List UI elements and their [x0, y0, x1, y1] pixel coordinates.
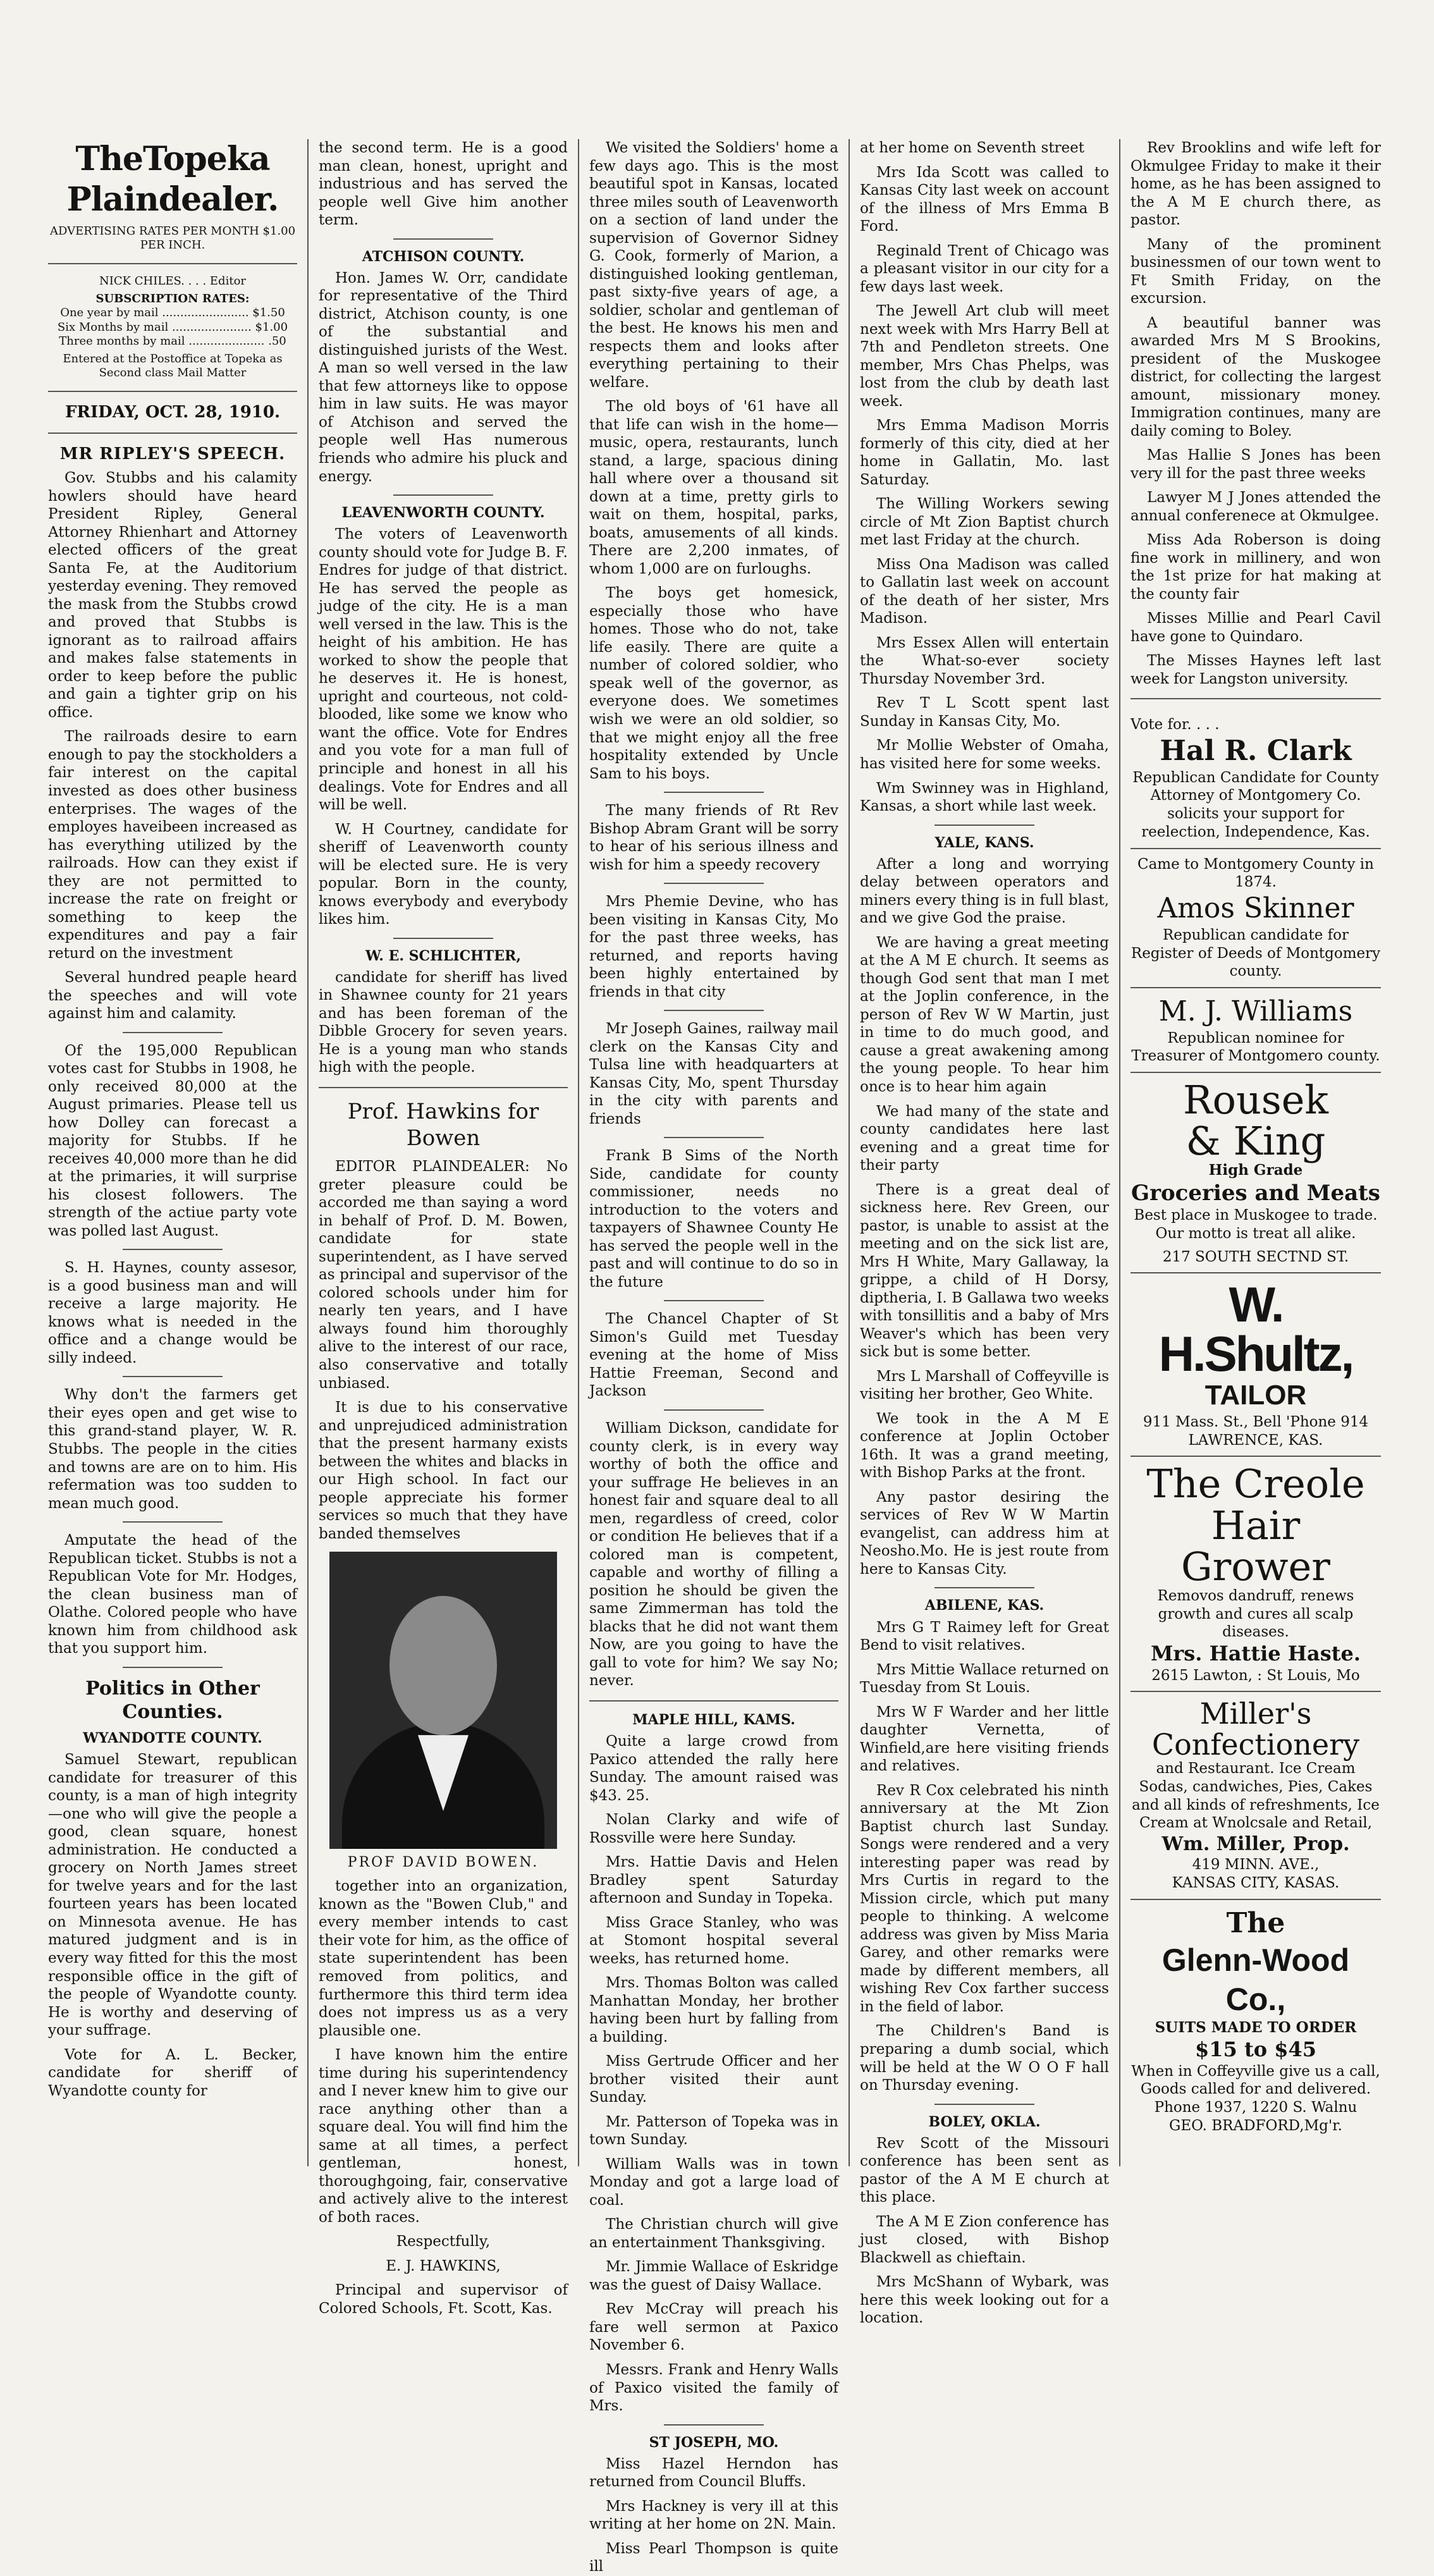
article-paragraph: Mrs Mittie Wallace returned on Tuesday from St Louis.	[860, 1661, 1109, 1696]
article-paragraph: There is a great deal of sickness here. Rev Green, our pastor, is unable to assist at the meeting and on the sick list are, Mrs H White, Mary Gallaway, la grippe, a child of H Dorsy, diptheria, I. B Gallawa two weeks with tonsillitis and a baby of Mrs Weaver's which has been very sick but is some better.	[860, 1181, 1109, 1361]
article-paragraph: Samuel Stewart, republican candidate for treasurer of this county, is a man of high integrity—one who will give the people a good, clean square, honest administration. He conducted a grocery on North James street for twelve years and for the last fourteen years has been located on Minnesota avenue. He has matured judgment and is in every way fitted for this the most responsible office in the gift of the people of Wyandotte county. He is worthy and deserving of your suffrage.	[48, 1751, 297, 2039]
article-paragraph: Nolan Clarky and wife of Rossville were here Sunday.	[589, 1812, 838, 1846]
article-paragraph: After a long and worrying delay between operators and miners every thing is in full blast, and we give God the praise.	[860, 856, 1109, 927]
article-paragraph: Lawyer M J Jones attended the annual conferenece at Okmulgee.	[1131, 489, 1381, 524]
article-paragraph: at her home on Seventh street	[860, 140, 1085, 156]
editor-line: NICK CHILES. . . . Editor	[99, 274, 247, 288]
ad-name: Miller's	[1199, 1696, 1312, 1731]
article-paragraph: The boys get homesick, especially those who have homes. Those who do not, take life easily. There are quite a number of colored soldier, who speak well of the governor, as everyone does. We sometimes wish we were an old soldier, so that we might enjoy all the free hospitality extended by Uncle Sam to his boys.	[589, 585, 838, 782]
divider	[664, 1010, 764, 1011]
divider	[48, 263, 297, 264]
subhead-wyandotte: WYANDOTTE COUNTY.	[83, 1730, 262, 1747]
article-paragraph: Mr. Jimmie Wallace of Eskridge was the guest of Daisy Wallace.	[589, 2259, 838, 2293]
rate-line: One year by mail ........................ $1.50	[60, 306, 285, 320]
ad-rousek-king	[1131, 1073, 1381, 1273]
divider	[123, 1376, 223, 1377]
ad-miller	[1131, 1692, 1381, 1899]
article-paragraph: W. H Courtney, candidate for sheriff of Leavenworth county will be elected sure. He is very popular. Born in the county, knows everybody and everybody likes him.	[319, 821, 568, 928]
article-paragraph: The old boys of '61 have all that life can wish in the home—music, opera, restaurants, lunch stand, a large, spacious dining hall where over a thousand sit down at a time, pretty girls to wait on them, hospital, parks, boats, amusements of all kinds. There are 2,200 inmates, of whom 1,000 are on furloughs.	[589, 398, 838, 577]
ad-name: Amos Skinner	[1157, 892, 1354, 925]
divider	[393, 494, 493, 496]
article-paragraph: Many of the prominent businessmen of our town went to Ft Smith Friday, on the excursion.	[1131, 236, 1381, 307]
article-paragraph: The many friends of Rt Rev Bishop Abram Grant will be sorry to hear of his serious illness and wish for him a speedy recovery	[589, 802, 838, 873]
column-1	[38, 139, 309, 2166]
article-paragraph: Mrs. Hattie Davis and Helen Bradley spent Saturday afternoon and Sunday in Topeka.	[589, 1854, 838, 1907]
divider	[664, 792, 764, 793]
article-paragraph: Reginald Trent of Chicago was a pleasant visitor in our city for a few days last week.	[860, 242, 1109, 295]
article-paragraph: It is due to his conservative and unprejudiced administration that the present harmany exists between the whites and blacks in our High school. In fact our people appreciate his former services so much that they have banded themselves	[319, 1399, 568, 1542]
rate-line: Three months by mail ..................... .50	[59, 334, 286, 348]
ad-text: $15 to $45	[1195, 2037, 1316, 2061]
portrait-photo	[329, 1552, 557, 1849]
ad-glenn-wood	[1131, 1900, 1381, 2142]
article-paragraph: Mrs Emma Madison Morris formerly of this city, died at her home in Gallatin, Mo. last Saturday.	[860, 417, 1109, 488]
article-paragraph: Misses Millie and Pearl Cavil have gone to Quindaro.	[1131, 610, 1381, 645]
ad-address: LAWRENCE, KAS.	[1188, 1432, 1323, 1449]
article-paragraph: Mr Joseph Gaines, railway mail clerk on the Kansas City and Tulsa line with headquarters at Kansas City, Mo, spent Thursday in the city with parents and friends	[589, 1021, 838, 1127]
ad-text: Wm. Miller, Prop.	[1161, 1833, 1350, 1856]
ad-williams	[1131, 988, 1381, 1073]
ad-text: Republican Candidate for County Attorney of Montgomery Co. solicits your support for reelection, Independence, Kas.	[1132, 769, 1379, 840]
ad-address: 911 Mass. St., Bell 'Phone 914	[1143, 1413, 1369, 1430]
subhead-atchison: ATCHISON COUNTY.	[362, 248, 525, 265]
column-2	[309, 139, 579, 2317]
ad-address: 217 SOUTH SECTND ST.	[1162, 1248, 1349, 1265]
article-paragraph: I have known him the entire time during his superintendency and I never knew him to give our race anything other than a square deal. You will find him the same at all times, a perfect gentleman, honest, thoroughgoing, fair, conservative and actively alive to the interest of both races.	[319, 2047, 568, 2226]
article-paragraph: Amputate the head of the Republican ticket. Stubbs is not a Republican Vote for Mr. Hodges, the clean business man of Olathe. Colored people who have known him from childhood ask that you support him.	[48, 1532, 297, 1657]
column-4	[850, 139, 1120, 2327]
article-paragraph: Miss Gertrude Officer and her brother visited their aunt Sunday.	[589, 2053, 838, 2106]
ad-address: Phone 1937, 1220 S. Walnu	[1154, 2099, 1357, 2116]
article-paragraph: Miss Pearl Thompson is quite ill	[589, 2540, 838, 2575]
article-paragraph: William Walls was in town Monday and got a large load of coal.	[589, 2156, 838, 2209]
rate-line: Six Months by mail ...................... $1.00	[57, 320, 288, 334]
article-paragraph: The Christian church will give an entertainment Thanksgiving.	[589, 2216, 838, 2251]
ad-name: Rousek	[1182, 1077, 1329, 1124]
ad-hal-clark	[1131, 709, 1381, 849]
headline-ripley: MR RIPLEY'S SPEECH.	[59, 444, 286, 463]
signature: Respectfully,	[396, 2233, 491, 2250]
ad-address: KANSAS CITY, KASAS.	[1172, 1874, 1340, 1891]
article-paragraph: Vote for A. L. Becker, candidate for sheriff of Wyandotte county for	[48, 2046, 297, 2099]
divider	[664, 1137, 764, 1138]
ad-name: The Creole	[1146, 1461, 1365, 1507]
subhead-maple-hill: MAPLE HILL, KAMS.	[632, 1711, 795, 1728]
column-5	[1120, 139, 1391, 2166]
article-paragraph: We had many of the state and county candidates here last evening and a great time for their party	[860, 1103, 1109, 1174]
ad-amos-skinner	[1131, 849, 1381, 988]
ad-creole	[1131, 1457, 1381, 1692]
article-paragraph: Mr. Patterson of Topeka was in town Sunday.	[589, 2113, 838, 2149]
article-paragraph: Mrs G T Raimey left for Great Bend to visit relatives.	[860, 1619, 1109, 1654]
article-paragraph: Several hundred peaple heard the speeches and will vote against him and calamity.	[48, 969, 297, 1022]
ad-text: When in Coffeyville give us a call, Goods called for and delivered.	[1131, 2063, 1380, 2098]
divider	[48, 432, 297, 434]
article-paragraph: The Chancel Chapter of St Simon's Guild met Tuesday evening at the home of Miss Hattie Freeman, Second and Jackson	[589, 1311, 838, 1400]
ad-text: Groceries and Meats	[1131, 1181, 1380, 1206]
article-paragraph: Wm Swinney was in Highland, Kansas, a short while last week.	[860, 780, 1109, 815]
issue-date: FRIDAY, OCT. 28, 1910.	[64, 402, 281, 422]
signature: Principal and supervisor of Colored Schools, Ft. Scott, Kas.	[319, 2282, 568, 2317]
subhead-leavenworth: LEAVENWORTH COUNTY.	[341, 505, 545, 522]
divider	[393, 238, 493, 240]
ad-name: & King	[1186, 1118, 1326, 1165]
article-paragraph: Miss Ona Madison was called to Gallatin last week on account of the death of her sister, Mrs Madison.	[860, 556, 1109, 627]
ad-name: Confectionery	[1151, 1727, 1360, 1762]
article-paragraph: Mrs Hackney is very ill at this writing at her home on 2N. Main.	[589, 2498, 838, 2533]
divider	[123, 1032, 223, 1033]
article-paragraph: Frank B Sims of the North Side, candidate for county commissioner, needs no introduction to the voters and taxpayers of Shawnee County He has served the people well in the past and will continue to do so in the future	[589, 1148, 838, 1291]
subscription-head: SUBSCRIPTION RATES:	[95, 291, 250, 305]
subhead-abilene: ABILENE, KAS.	[924, 1597, 1045, 1614]
article-paragraph: the second term. He is a good man clean, honest, upright and industrious and has served the people well Give him another term.	[319, 140, 568, 229]
article-paragraph: Mrs W F Warder and her little daughter Vernetta, of Winfield,are here visiting friends and relatives.	[860, 1703, 1109, 1775]
article-paragraph: Gov. Stubbs and his calamity howlers should have heard President Ripley, General Attorney Rhienhart and Attorney elected officers of the great Santa Fe, at the Auditorium yesterday evening. They removed the mask from the Stubbs crowd and proved that Stubbs is ignorant as to railroad affairs and makes false statements in order to keep before the public and gain a tighter grip on his office.	[48, 470, 297, 721]
ad-text: Vote for. . . .	[1131, 716, 1220, 733]
article-paragraph: Mrs L Marshall of Coffeyville is visiting her brother, Geo White.	[860, 1368, 1109, 1403]
portrait-caption: PROF DAVID BOWEN.	[347, 1855, 539, 1871]
article-paragraph: A beautiful banner was awarded Mrs M S Brookins, president of the Muskogee district, for collecting the largest amount, missionary money. Immigration continues, many are daily coming to Boley.	[1131, 314, 1381, 439]
article-paragraph: Miss Ada Roberson is doing fine work in millinery, and won the 1st prize for hat making at the county fair	[1131, 532, 1381, 603]
ad-text: Republican nominee for Treasurer of Montgomero county.	[1131, 1029, 1380, 1065]
subhead-schlichter: W. E. SCHLICHTER,	[365, 947, 521, 964]
article-paragraph: candidate for sheriff has lived in Shawnee county for 21 years and has been foreman of the Dibble Grocery for seven years. He is a young man who stands high with the people.	[319, 969, 568, 1076]
article-paragraph: Miss Hazel Herndon has returned from Council Bluffs.	[589, 2455, 838, 2491]
entered-note: Entered at the Postoffice at Topeka as Second class Mail Matter	[63, 352, 283, 380]
article-paragraph: Mrs Phemie Devine, who has been visiting in Kansas City, Mo for the past three weeks, has returned, and reports having been highly entertained by friends in that city	[589, 893, 838, 1000]
article-paragraph: Of the 195,000 Republican votes cast for Stubbs in 1908, he only received 80,000 at the August primaries. Please tell us how Dolley can forecast a majority for Stubbs. If he receives 40,000 more than he did at the primaries, it will surprise his closest followers. The strength of the actiue party vote was polled last August.	[48, 1042, 297, 1239]
article-paragraph: The Jewell Art club will meet next week with Mrs Harry Bell at 7th and Pendleton streets. One member, Mrs Chas Phelps, was lost from the club by death last week.	[860, 303, 1109, 410]
article-paragraph: Any pastor desiring the services of Rev W W Martin evangelist, can address him at Neosho.Mo. He is jest route from here to Kansas City.	[860, 1488, 1109, 1578]
column-3	[579, 139, 850, 2575]
article-paragraph: Rev R Cox celebrated his ninth anniversary at the Mt Zion Baptist church last Sunday. Songs were rendered and a very interesting paper was read by Mrs Curtis in regard to the Mission circle, which put many people to thinking. A welcome address was given by Miss Maria Garey, and other remarks were made by different members, all wishing Rev Cox farther success in the field of labor.	[860, 1782, 1109, 2015]
ad-address: 419 MINN. AVE.,	[1192, 1856, 1320, 1874]
article-paragraph: We are having a great meeting at the A M E church. It seems as though God sent that man I met at the Joplin conference, in the person of Rev W W Martin, just in time to do much good, and cause a great awakening among the young people. To hear him once is to hear him again	[860, 934, 1109, 1095]
article-paragraph: The Misses Haynes left last week for Langston university.	[1131, 653, 1381, 687]
article-paragraph: William Dickson, candidate for county clerk, is in every way worthy of both the office and your suffrage He believes in an honest fair and square deal to all men, regardless of creed, color or condition He believes that if a colored man is competent, capable and worthy of filling a position he should be given the same Zimmerman has told the blacks that he did not want them Now, are you going to have the gall to vote for him? We say No; never.	[589, 1420, 838, 1690]
ad-shultz	[1131, 1273, 1381, 1457]
article-paragraph: The railroads desire to earn enough to pay the stockholders a fair interest on the capital invested as does other business enterprises. The wages of the employes haveibeen increased as has everything utilized by the railroads. How can they exist if they are not permitted to increase the rate on freight or something to keep the expenditures and pay a fair returd on the investment	[48, 728, 297, 962]
masthead-title: TheTopeka Plaindealer.	[66, 140, 279, 219]
signature: E. J. HAWKINS,	[386, 2257, 501, 2274]
ad-text: Came to Montgomery County in 1874.	[1137, 856, 1374, 891]
ad-address: 2615 Lawton, : St Louis, Mo	[1151, 1667, 1360, 1684]
divider	[393, 938, 493, 939]
divider	[664, 1300, 764, 1301]
article-paragraph: Mr Mollie Webster of Omaha, has visited here for some weeks.	[860, 737, 1109, 772]
ad-text: TAILOR	[1204, 1380, 1307, 1411]
article-paragraph: Rev T L Scott spent last Sunday in Kansas City, Mo.	[860, 695, 1109, 730]
ad-name: M. J. Williams	[1158, 995, 1353, 1028]
article-paragraph: The voters of Leavenworth county should vote for Judge B. F. Endres for judge of that district. He has served the people as judge of the city. He is a man well versed in the law. This is the height of his ambition. He has worked to show the people that he deserves it. He is honest, upright and courteous, not cold-blooded, like some we know who want the office. Vote for Endres and you vote for a man full of principle and honest in all his dealings. Vote for Endres and all will be well.	[319, 526, 568, 814]
ad-address: GEO. BRADFORD,Mg'r.	[1168, 2117, 1342, 2134]
subhead-yale: YALE, KANS.	[935, 834, 1034, 851]
article-paragraph: Mas Hallie S Jones has been very ill for the past three weeks	[1131, 447, 1381, 482]
headline-hawkins: Prof. Hawkins for Bowen	[347, 1099, 539, 1151]
ad-text: Best place in Muskogee to trade. Our motto is treat all alike.	[1134, 1207, 1378, 1242]
ad-text: Mrs. Hattie Haste.	[1150, 1641, 1361, 1665]
divider	[1131, 698, 1381, 699]
article-paragraph: We took in the A M E conference at Joplin October 16th. It was a grand meeting, with Bishop Parks at the front.	[860, 1410, 1109, 1481]
divider	[589, 1700, 838, 1702]
divider	[664, 1409, 764, 1411]
article-paragraph: The A M E Zion conference has just closed, with Bishop Blackwell as chieftain.	[860, 2213, 1109, 2266]
article-paragraph: We visited the Soldiers' home a few days ago. This is the most beautiful spot in Kansas, located three miles south of Leavenworth on a section of land under the supervision of Governor Sidney G. Cook, formerly of Marion, a distinguished looking gentleman, past sixty-five years of age, a soldier, scholar and gentleman of the best. He knows his men and respects them and looks after everything pertaining to their welfare.	[589, 140, 838, 391]
divider	[935, 2104, 1034, 2105]
article-paragraph: Hon. James W. Orr, candidate for representative of the Third district, Atchison county, is one of the substantial and distinguished jurists of the West. A man so well versed in the law that few attorneys like to oppose him in law suits. He was mayor of Atchison and served the people well Has numerous friends who admire his pluck and energy.	[319, 269, 568, 485]
divider	[664, 883, 764, 884]
ad-name: W. H.Shultz,	[1158, 1277, 1353, 1382]
divider	[935, 825, 1034, 826]
article-paragraph: Rev Brooklins and wife left for Okmulgee Friday to make it their home, as he has been assigned to the A M E church there, as pastor.	[1131, 140, 1381, 229]
ad-name: The	[1226, 1906, 1285, 1939]
advert-rates: ADVERTISING RATES PER MONTH $1.00 PER INCH.	[49, 224, 296, 252]
article-paragraph: Why don't the farmers get their eyes open and get wise to this grand-stand player, W. R. Stubbs. The people in the cities and towns are are on to him. His refermation was too sudden to mean much good.	[48, 1387, 297, 1512]
divider	[123, 1249, 223, 1250]
ad-text: High Grade	[1208, 1162, 1303, 1179]
divider	[123, 1521, 223, 1523]
ad-text: SUITS MADE TO ORDER	[1155, 2019, 1357, 2037]
article-paragraph: Rev McCray will preach his fare well sermon at Paxico November 6.	[589, 2301, 838, 2354]
article-paragraph: EDITOR PLAINDEALER: No greter pleasure could be accorded me than saying a word in behalf of Prof. D. M. Bowen, candidate for state superintendent, as I have served as principal and supervisor of the colored schools under him for nearly ten years, and I have always found him thoroughly alive to the interest of our race, also conservative and totally unbiased.	[319, 1158, 568, 1392]
ad-text: Republican candidate for Register of Deeds of Montgomery county.	[1131, 926, 1381, 980]
article-paragraph: Mrs. Thomas Bolton was called Manhattan Monday, her brother having been hurt by falling from a building.	[589, 1975, 838, 2045]
article-paragraph: Mrs Essex Allen will entertain the What-so-ever society Thursday November 3rd.	[860, 634, 1109, 687]
divider	[319, 1087, 568, 1088]
subhead-boley: BOLEY, OKLA.	[928, 2113, 1041, 2130]
article-paragraph: The Willing Workers sewing circle of Mt Zion Baptist church met last Friday at the church.	[860, 496, 1109, 549]
divider	[48, 391, 297, 392]
divider	[123, 1667, 223, 1668]
ad-name: Hair Grower	[1181, 1502, 1330, 1590]
article-paragraph: Quite a large crowd from Paxico attended the rally here Sunday. The amount raised was $43. 25.	[589, 1733, 838, 1804]
article-paragraph: together into an organization, known as the "Bowen Club," and every member intends to cast their vote for him, as the office of state superintendent has been removed from politics, and furthermore this third term idea does not impress us as a very plausible one.	[319, 1878, 568, 2039]
article-paragraph: The Children's Band is preparing a dumb social, which will be held at the W O O F hall on Thursday evening.	[860, 2023, 1109, 2094]
ad-name: Glenn-Wood Co.,	[1161, 1942, 1350, 2018]
ad-name: Hal R. Clark	[1160, 735, 1352, 768]
divider	[664, 2424, 764, 2426]
article-paragraph: S. H. Haynes, county assesor, is a good business man and will receive a large majority. He knows what is needed in the office and a change would be silly indeed.	[48, 1260, 297, 1366]
headline-politics: Politics in Other Counties.	[85, 1677, 260, 1723]
article-paragraph: Mrs McShann of Wybark, was here this week looking out for a location.	[860, 2274, 1109, 2327]
divider	[935, 1587, 1034, 1588]
subhead-st-joseph: ST JOSEPH, MO.	[649, 2434, 779, 2451]
article-paragraph: Mrs Ida Scott was called to Kansas City last week on account of the illness of Mrs Emma B Ford.	[860, 164, 1109, 235]
ad-text: and Restaurant. Ice Cream Sodas, candwiches, Pies, Cakes and all kinds of refreshments, Ice Cream at Wnolcsale and Retail,	[1132, 1760, 1380, 1832]
portrait-head	[389, 1596, 497, 1735]
article-paragraph: Miss Grace Stanley, who was at Stomont hospital several weeks, has returned home.	[589, 1914, 838, 1967]
ad-text: Removos dandruff, renews growth and cures all scalp diseases.	[1157, 1587, 1354, 1641]
article-paragraph: Rev Scott of the Missouri conference has been sent as pastor of the A M E church at this place.	[860, 2135, 1109, 2206]
article-paragraph: Messrs. Frank and Henry Walls of Paxico visited the family of Mrs.	[589, 2361, 838, 2415]
